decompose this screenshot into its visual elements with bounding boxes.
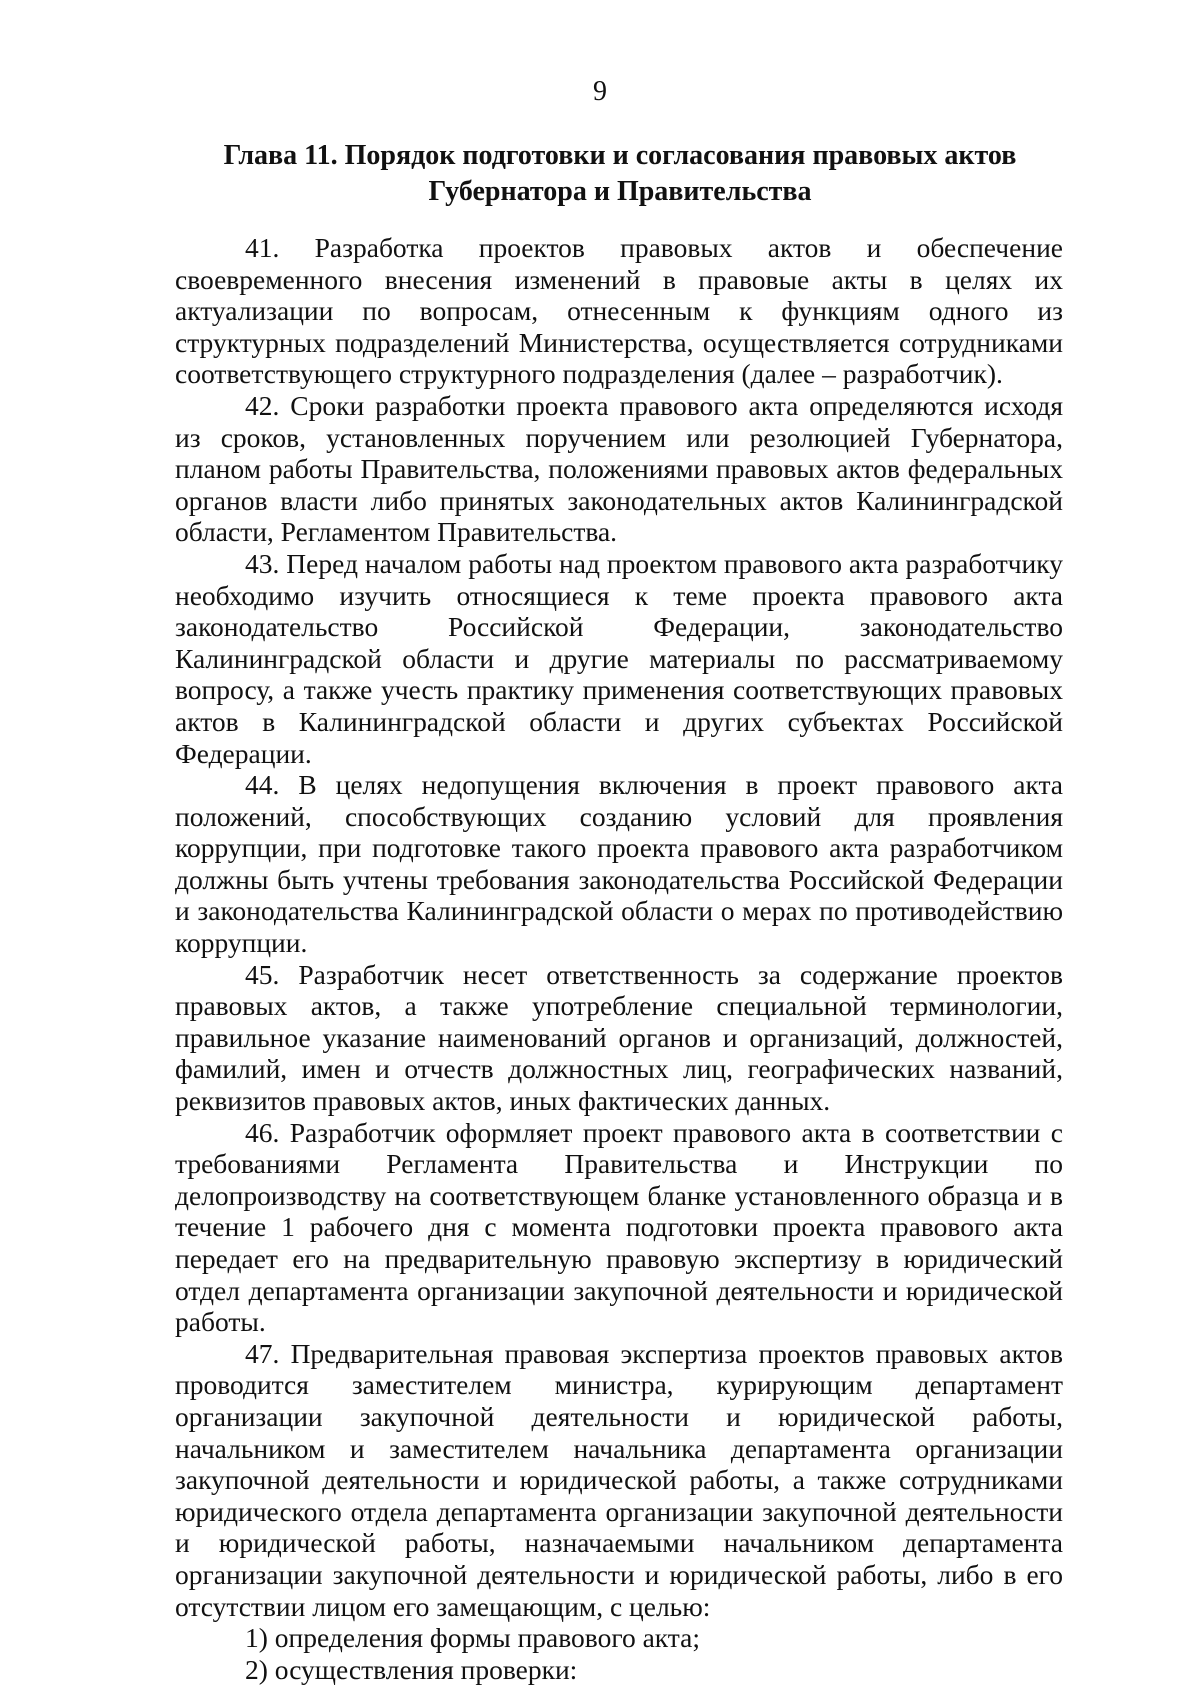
- paragraph-41: 41. Разработка проектов правовых актов и обеспечение своевременного внесения изменений в правовые акты в целях их актуализации по вопросам, отнесенным к функциям одного из структурных подразделений Министерства, осуществляется сотрудниками соответствующего структурного подразделения (далее – разработчик).: [175, 232, 1063, 390]
- page-number: 9: [593, 76, 607, 107]
- chapter-title: [175, 138, 1065, 210]
- chapter-title-line-1: Глава 11. Порядок подготовки и согласования правовых актов: [223, 140, 1017, 171]
- paragraph-47: 47. Предварительная правовая экспертиза проектов правовых актов проводится заместителем министра, курирующим департамент организации закупочной деятельности и юридической работы, начальником и заместителем начальника департамента организации закупочной деятельности и юридической работы, а также сотрудниками юридического отдела департамента организации закупочной деятельности и юридической работы, назначаемыми начальником департамента организации закупочной деятельности и юридической работы, либо в его отсутствии лицом его замещающим, с целью:: [175, 1337, 1063, 1622]
- chapter-title-line-2: Губернатора и Правительства: [428, 176, 812, 207]
- paragraph-46: 46. Разработчик оформляет проект правового акта в соответствии с требованиями Регламента Правительства и Инструкции по делопроизводству на соответствующем бланке установленного образца и в течение 1 рабочего дня с момента подготовки проекта правового акта передает его на предварительную правовую экспертизу в юридический отдел департамента организации закупочной деятельности и юридической работы.: [175, 1116, 1063, 1338]
- paragraph-42: 42. Сроки разработки проекта правового акта определяются исходя из сроков, установленных поручением или резолюцией Губернатора, планом работы Правительства, положениями правовых актов федеральных органов власти либо принятых законодательных актов Калининградской области, Регламентом Правительства.: [175, 389, 1063, 548]
- paragraph-44: 44. В целях недопущения включения в проект правового акта положений, способствующих созданию условий для проявления коррупции, при подготовке такого проекта правового акта разработчиком должны быть учтены требования законодательства Российской Федерации и законодательства Калининградской области о мерах по противодействию коррупции.: [175, 769, 1063, 959]
- paragraph-45: 45. Разработчик несет ответственность за содержание проектов правовых актов, а также употребление специальной терминологии, правильное указание наименований органов и организаций, должностей, фамилий, имен и отчеств должностных лиц, географических названий, реквизитов правовых актов, иных фактических данных.: [175, 958, 1063, 1117]
- document-body: [175, 232, 1063, 1685]
- list-item-1: 1) определения формы правового акта;: [245, 1622, 700, 1654]
- paragraph-43: 43. Перед началом работы над проектом правового акта разработчику необходимо изучить относящиеся к теме проекта правового акта законодательство Российской Федерации, законодательство Калининградской области и другие материалы по рассматриваемому вопросу, а также учесть практику применения соответствующих правовых актов в Калининградской области и других субъектах Российской Федерации.: [175, 547, 1063, 769]
- list-item-2: 2) осуществления проверки:: [245, 1653, 578, 1685]
